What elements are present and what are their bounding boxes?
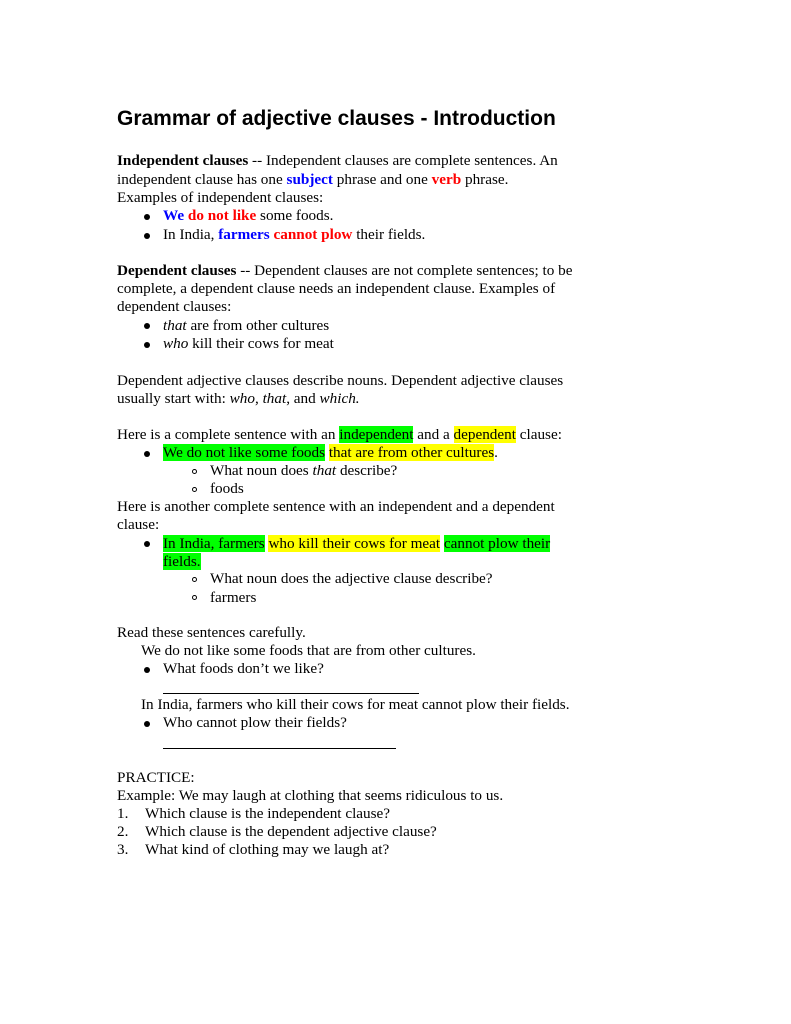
dependent-para-line1: Dependent clauses -- Dependent clauses are not complete sentences; to be xyxy=(117,262,573,279)
bullet-icon xyxy=(144,451,150,457)
answer-line-1[interactable] xyxy=(163,693,419,694)
independent-highlight: independent xyxy=(339,426,414,443)
dependent-example-1: that are from other cultures xyxy=(163,317,330,334)
practice-number-2: 2. xyxy=(117,823,129,840)
reading-sentence-1: We do not like some foods that are from other cultures. xyxy=(141,642,476,659)
reading-intro: Read these sentences carefully. xyxy=(117,624,306,641)
example2-intro-line1: Here is another complete sentence with an independent and a dependent xyxy=(117,498,555,515)
independent-para-line1: Independent clauses -- Independent clauses are complete sentences. An xyxy=(117,152,558,169)
circle-bullet-icon xyxy=(192,595,197,600)
practice-example: Example: We may laugh at clothing that seems ridiculous to us. xyxy=(117,787,504,804)
answer-line-2[interactable] xyxy=(163,748,396,749)
circle-bullet-icon xyxy=(192,577,197,582)
dependent-highlight: dependent xyxy=(453,426,516,443)
circle-bullet-icon xyxy=(192,487,197,492)
dependent-clause: that are from other cultures xyxy=(328,444,495,461)
example1-question: What noun does that describe? xyxy=(210,462,398,479)
bullet-icon xyxy=(144,342,150,348)
dependent-example-2: who kill their cows for meat xyxy=(163,335,334,352)
independent-examples-label: Examples of independent clauses: xyxy=(117,189,324,206)
independent-clause: We do not like some foods xyxy=(163,444,326,461)
practice-item-1: Which clause is the independent clause? xyxy=(145,805,391,822)
adjective-para-line2: usually start with: who, that, and which. xyxy=(117,390,360,407)
example1-answer: foods xyxy=(210,480,244,497)
dependent-para-line2: complete, a dependent clause needs an independent clause. Examples of xyxy=(117,280,556,297)
example2-intro-line2: clause: xyxy=(117,516,160,533)
bullet-icon xyxy=(144,214,150,220)
example1-intro: Here is a complete sentence with an independent and a dependent clause: xyxy=(117,426,562,443)
circle-bullet-icon xyxy=(192,469,197,474)
dependent-heading: Dependent clauses xyxy=(117,262,237,279)
practice-item-3: What kind of clothing may we laugh at? xyxy=(145,841,390,858)
page-title: Grammar of adjective clauses - Introduction xyxy=(117,107,556,130)
reading-sentence-2: In India, farmers who kill their cows for meat cannot plow their fields. xyxy=(141,696,570,713)
adjective-para-line1: Dependent adjective clauses describe nouns. Dependent adjective clauses xyxy=(117,372,564,389)
independent-para-line2: independent clause has one subject phrase and one verb phrase. xyxy=(117,171,509,188)
subject-term: subject xyxy=(286,171,333,188)
bullet-icon xyxy=(144,541,150,547)
verb-term: verb xyxy=(431,171,462,188)
independent-heading: Independent clauses xyxy=(117,152,249,169)
example1-sentence: We do not like some foods that are from other cultures. xyxy=(163,444,498,461)
independent-example-1: We do not like some foods. xyxy=(163,207,334,224)
bullet-icon xyxy=(144,323,150,329)
example2-question: What noun does the adjective clause describe? xyxy=(210,570,493,587)
dependent-para-line3: dependent clauses: xyxy=(117,298,232,315)
bullet-icon xyxy=(144,233,150,239)
practice-heading: PRACTICE: xyxy=(117,769,195,786)
example2-answer: farmers xyxy=(210,589,257,606)
reading-question-1: What foods don’t we like? xyxy=(163,660,324,677)
bullet-icon xyxy=(144,667,150,673)
example2-sentence-line1: In India, farmers who kill their cows for meat cannot plow their xyxy=(163,535,551,552)
practice-number-3: 3. xyxy=(117,841,129,858)
bullet-icon xyxy=(144,721,150,727)
practice-number-1: 1. xyxy=(117,805,129,822)
example2-sentence-line2: fields. xyxy=(163,553,201,570)
independent-example-2: In India, farmers cannot plow their fields. xyxy=(163,226,426,243)
practice-item-2: Which clause is the dependent adjective clause? xyxy=(145,823,437,840)
reading-question-2: Who cannot plow their fields? xyxy=(163,714,347,731)
